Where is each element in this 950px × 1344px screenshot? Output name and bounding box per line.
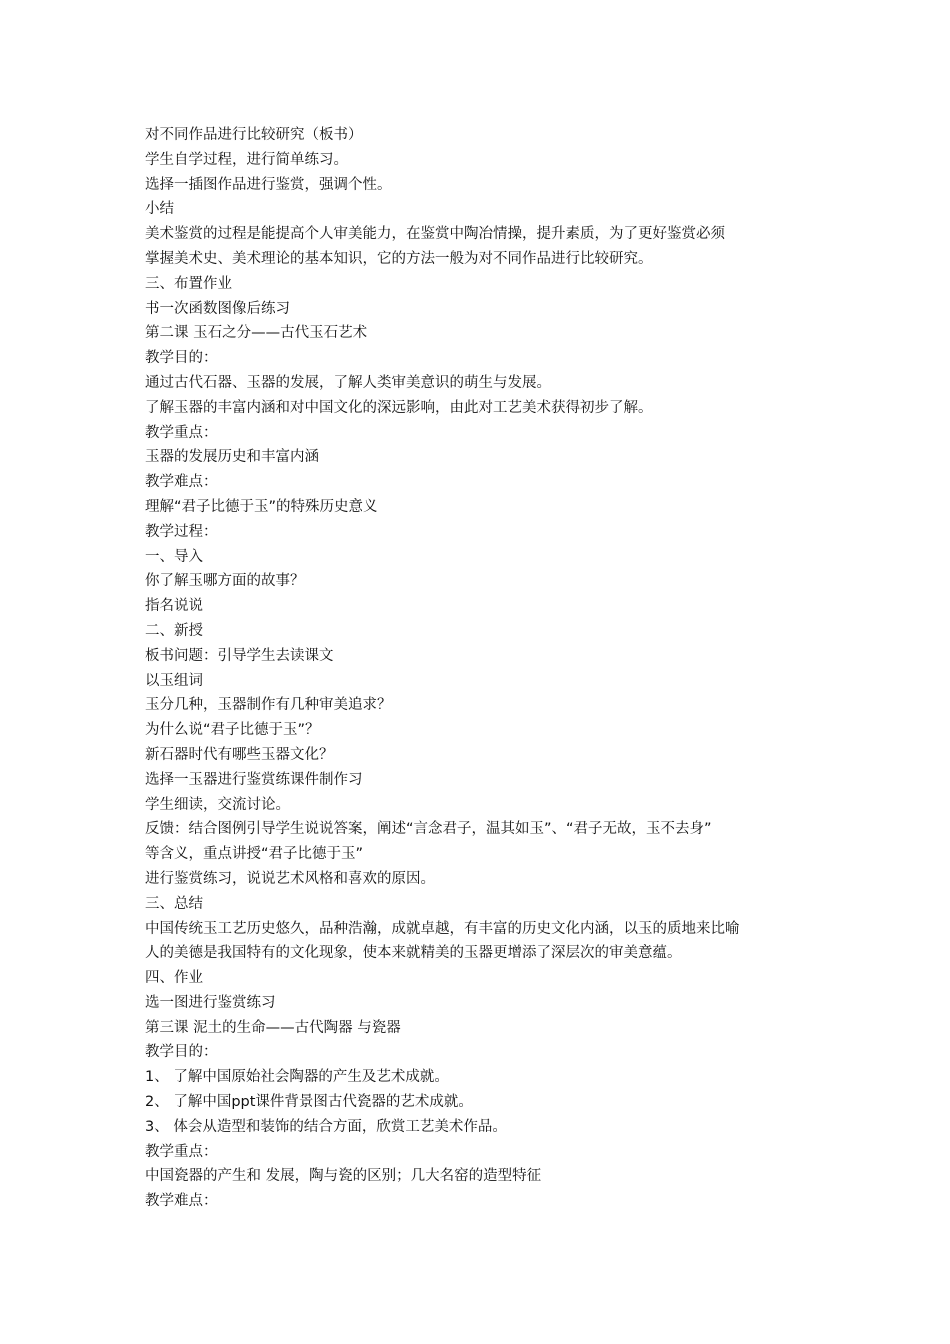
section-heading: 一、导入 bbox=[145, 548, 203, 565]
text-line: 你了解玉哪方面的故事？ bbox=[145, 573, 305, 590]
section-heading: 教学难点： bbox=[145, 1193, 218, 1210]
text-line: 人的美德是我国特有的文化现象，使本来就精美的玉器更增添了深层次的审美意蕴。 bbox=[145, 945, 682, 962]
text-line: 中国瓷器的产生和 发展，陶与瓷的区别；几大名窑的造型特征 bbox=[145, 1168, 542, 1185]
numbered-item: 2、 了解中国ppt课件背景图古代瓷器的艺术成就。 bbox=[145, 1094, 473, 1111]
text-line: 理解“君子比德于玉”的特殊历史意义 bbox=[145, 498, 378, 515]
section-heading: 四、作业 bbox=[145, 970, 203, 987]
text-line: 指名说说 bbox=[145, 598, 203, 615]
numbered-item: 1、 了解中国原始社会陶器的产生及艺术成就。 bbox=[145, 1069, 449, 1086]
text-line: 中国传统玉工艺历史悠久，品种浩瀚，成就卓越，有丰富的历史文化内涵，以玉的质地来比喻 bbox=[145, 920, 740, 937]
text-line: 选择一玉器进行鉴赏练课件制作习 bbox=[145, 771, 363, 788]
text-line: 掌握美术史、美术理论的基本知识，它的方法一般为对不同作品进行比较研究。 bbox=[145, 250, 653, 267]
text-line: 以玉组词 bbox=[145, 672, 203, 689]
text-line: 新石器时代有哪些玉器文化？ bbox=[145, 746, 334, 763]
text-line: 美术鉴赏的过程是能提高个人审美能力，在鉴赏中陶冶情操，提升素质，为了更好鉴赏必须 bbox=[145, 226, 725, 243]
section-heading: 教学难点： bbox=[145, 474, 218, 491]
text-line: 选择一插图作品进行鉴赏，强调个性。 bbox=[145, 176, 392, 193]
text-line: 对不同作品进行比较研究（板书） bbox=[145, 127, 363, 143]
section-heading: 教学重点： bbox=[145, 1143, 218, 1160]
text-line: 通过古代石器、玉器的发展，了解人类审美意识的萌生与发展。 bbox=[145, 374, 551, 391]
section-heading: 教学重点： bbox=[145, 424, 218, 441]
text-line: 选一图进行鉴赏练习 bbox=[145, 994, 276, 1011]
text-line: 板书问题：引导学生去读课文 bbox=[145, 647, 334, 664]
lesson-title: 第二课 玉石之分——古代玉石艺术 bbox=[145, 325, 368, 342]
lesson-title: 第三课 泥土的生命——古代陶器 与瓷器 bbox=[145, 1019, 401, 1036]
section-heading: 二、新授 bbox=[145, 622, 203, 639]
section-heading: 小结 bbox=[145, 201, 174, 218]
section-heading: 三、布置作业 bbox=[145, 275, 232, 292]
section-heading: 教学过程： bbox=[145, 523, 218, 540]
document-body bbox=[145, 123, 815, 1214]
text-line: 反馈：结合图例引导学生说说答案，阐述“言念君子，温其如玉”、“君子无故，玉不去身” bbox=[145, 821, 712, 838]
text-line: 了解玉器的丰富内涵和对中国文化的深远影响，由此对工艺美术获得初步了解。 bbox=[145, 399, 653, 416]
section-heading: 教学目的： bbox=[145, 350, 218, 367]
numbered-item: 3、 体会从造型和装饰的结合方面，欣赏工艺美术作品。 bbox=[145, 1118, 507, 1135]
text-line: 学生细读，交流讨论。 bbox=[145, 796, 290, 813]
text-line: 学生自学过程，进行简单练习。 bbox=[145, 151, 348, 168]
section-heading: 教学目的： bbox=[145, 1044, 218, 1061]
section-heading: 三、总结 bbox=[145, 895, 203, 912]
text-line: 玉分几种，玉器制作有几种审美追求？ bbox=[145, 697, 392, 714]
text-line: 为什么说“君子比德于玉”？ bbox=[145, 722, 320, 739]
text-line: 等含义，重点讲授“君子比德于玉” bbox=[145, 846, 364, 863]
text-line: 进行鉴赏练习，说说艺术风格和喜欢的原因。 bbox=[145, 870, 435, 887]
text-line: 玉器的发展历史和丰富内涵 bbox=[145, 449, 319, 466]
text-line: 书一次函数图像后练习 bbox=[145, 300, 290, 317]
